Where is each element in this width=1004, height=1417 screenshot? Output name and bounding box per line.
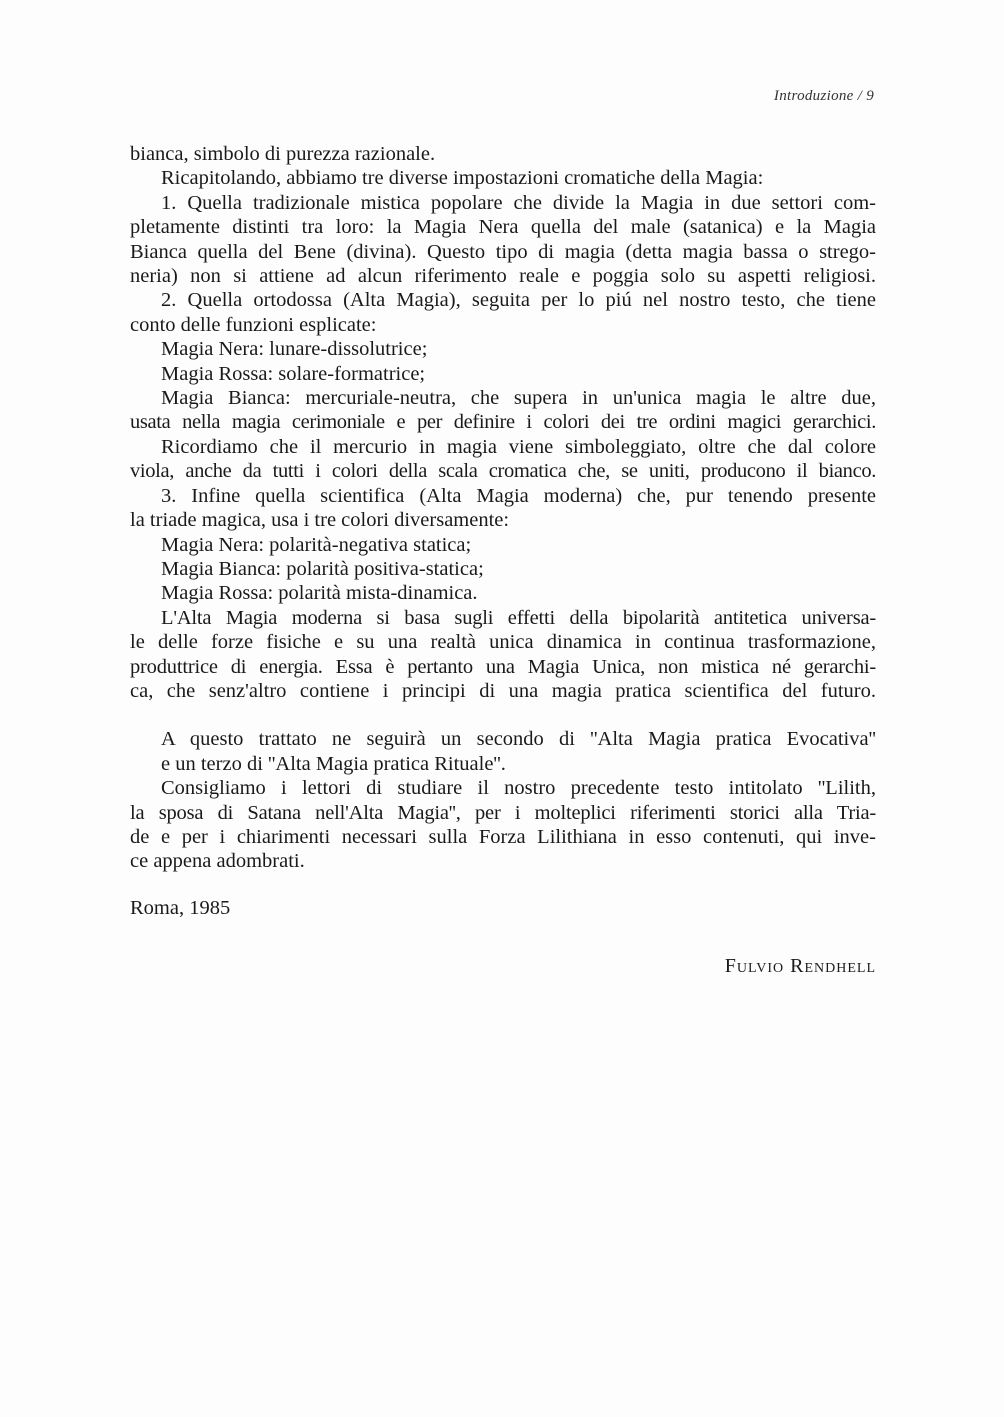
body-text xyxy=(130,142,876,920)
text-line: produttrice di energia. Essa è pertanto una Magia Unica, non mistica né gerarchi- xyxy=(130,655,876,678)
text-line: la triade magica, usa i tre colori diversamente: xyxy=(130,509,510,532)
text-line: ce appena adombrati. xyxy=(130,850,305,873)
author-signature: Fulvio Rendhell xyxy=(724,955,876,977)
text-line: viola, anche da tutti i colori della scala cromatica che, se uniti, producono il bianco. xyxy=(130,460,876,483)
text-line: 1. Quella tradizionale mistica popolare che divide la Magia in due settori com- xyxy=(161,191,876,214)
text-line: Ricordiamo che il mercurio in magia viene simboleggiato, oltre che dal colore xyxy=(161,435,876,458)
text-line: bianca, simbolo di purezza razionale. xyxy=(130,143,436,165)
text-line: e un terzo di ''Alta Magia pratica Rituale''. xyxy=(161,752,506,775)
text-line: Magia Nera: polarità-negativa statica; xyxy=(161,533,472,556)
text-line: ca, che senz'altro contiene i principi di una magia pratica scientifica del futuro. xyxy=(130,679,876,702)
text-line: la sposa di Satana nell'Alta Magia'', per i molteplici riferimenti storici alla Tria- xyxy=(130,801,876,824)
running-head: Introduzione / 9 xyxy=(773,88,874,104)
text-line: Magia Rossa: solare-formatrice; xyxy=(161,362,426,385)
text-line: Magia Rossa: polarità mista-dinamica. xyxy=(161,582,478,605)
text-line: 3. Infine quella scientifica (Alta Magia moderna) che, pur tenendo presente xyxy=(161,484,876,507)
paragraph-gap xyxy=(130,874,876,896)
text-line: Magia Nera: lunare-dissolutrice; xyxy=(161,338,428,361)
text-line: conto delle funzioni esplicate: xyxy=(130,313,377,336)
place-date: Roma, 1985 xyxy=(130,896,231,919)
text-line: 2. Quella ortodossa (Alta Magia), seguita per lo piú nel nostro testo, che tiene xyxy=(161,289,876,312)
text-line: le delle forze fisiche e su una realtà unica dinamica in continua trasformazione, xyxy=(130,631,876,654)
text-line: pletamente distinti tra loro: la Magia Nera quella del male (satanica) e la Magia xyxy=(130,216,876,239)
paragraph-gap xyxy=(130,703,876,727)
text-line: neria) non si attiene ad alcun riferimento reale e poggia solo su aspetti religiosi. xyxy=(130,265,876,288)
text-line: L'Alta Magia moderna si basa sugli effetti della bipolarità antitetica universa- xyxy=(161,606,876,629)
text-line: Ricapitolando, abbiamo tre diverse impostazioni cromatiche della Magia: xyxy=(161,167,764,190)
text-line: Consigliamo i lettori di studiare il nostro precedente testo intitolato ''Lilith, xyxy=(161,777,876,800)
text-line: Bianca quella del Bene (divina). Questo tipo di magia (detta magia bassa o strego- xyxy=(130,240,876,263)
text-line: de e per i chiarimenti necessari sulla Forza Lilithiana in esso contenuti, qui inve- xyxy=(130,825,876,848)
text-line: Magia Bianca: mercuriale-neutra, che supera in un'unica magia le altre due, xyxy=(161,387,876,410)
text-line: Magia Bianca: polarità positiva-statica; xyxy=(161,557,484,580)
text-line: usata nella magia cerimoniale e per definire i colori dei tre ordini magici gerarchici. xyxy=(130,411,876,434)
text-line: A questo trattato ne seguirà un secondo di ''Alta Magia pratica Evocativa'' xyxy=(161,728,876,751)
